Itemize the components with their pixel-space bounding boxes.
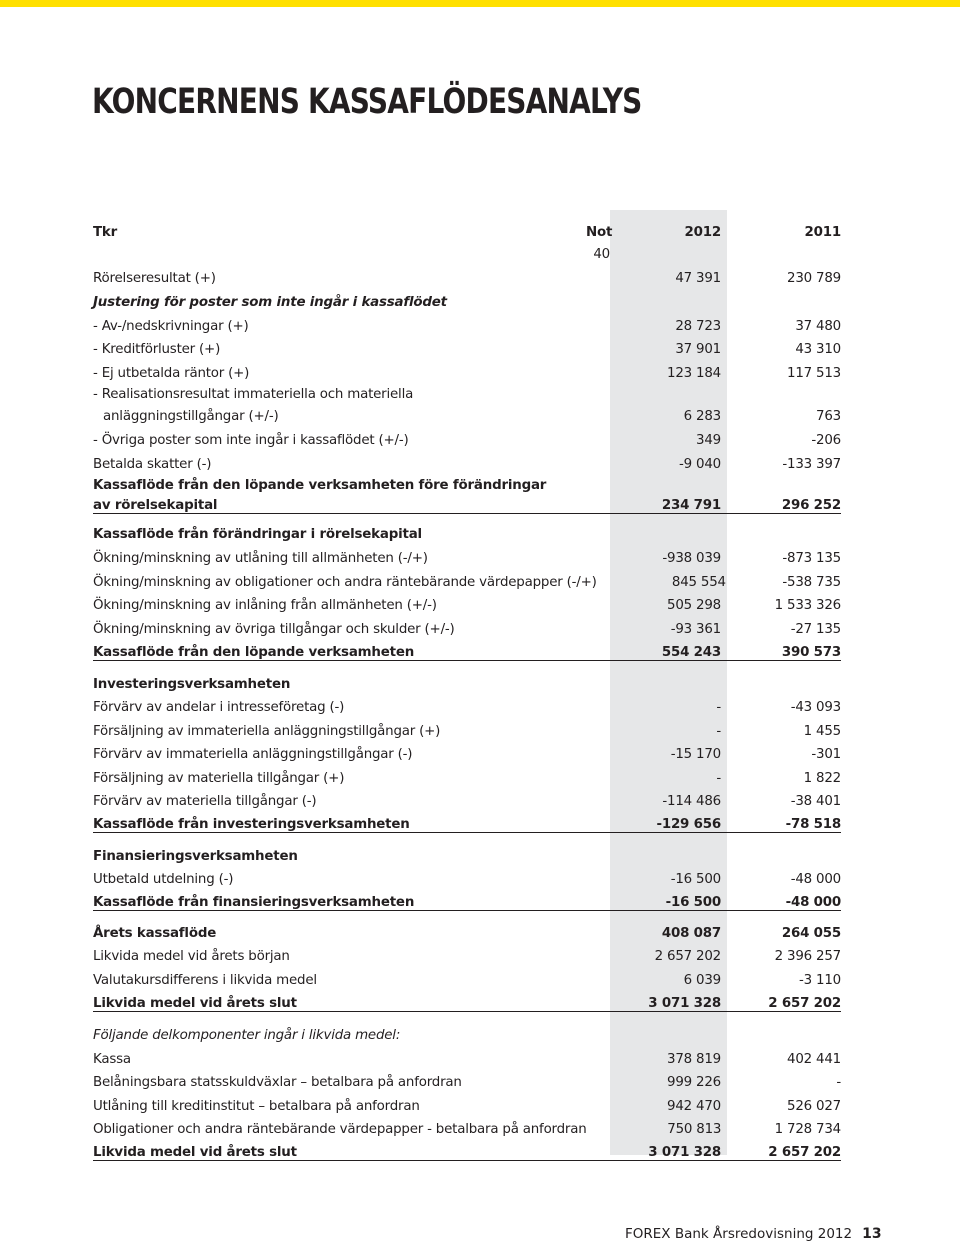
row-label: Justering för poster som inte ingår i kassaflödet bbox=[93, 295, 447, 310]
value-2011: - bbox=[836, 1075, 841, 1090]
value-2011: 526 027 bbox=[787, 1099, 841, 1114]
row-label: Betalda skatter (-) bbox=[93, 457, 212, 472]
row-label: - Ej utbetalda räntor (+) bbox=[93, 366, 250, 381]
value-2011: 1 728 734 bbox=[774, 1122, 841, 1137]
value-2011: 37 480 bbox=[795, 319, 841, 334]
row-label: Utbetald utdelning (-) bbox=[93, 872, 234, 887]
value-2011: -133 397 bbox=[782, 457, 841, 472]
value-2012: 408 087 bbox=[661, 926, 721, 941]
value-2012: -938 039 bbox=[662, 551, 721, 566]
table-row bbox=[93, 786, 841, 809]
page-number: 13 bbox=[862, 1226, 882, 1242]
row-label: Belåningsbara statsskuldväxlar – betalbara på anfordran bbox=[93, 1075, 462, 1090]
table-row bbox=[93, 887, 841, 911]
header-2012: 2012 bbox=[684, 225, 721, 240]
row-label: - Realisationsresultat immateriella och materiella bbox=[93, 387, 414, 402]
value-2012: 2 657 202 bbox=[654, 949, 721, 964]
value-2011: 763 bbox=[816, 409, 841, 424]
row-label: Ökning/minskning av utlåning till allmänheten (-/+) bbox=[93, 551, 428, 566]
row-note: 40 bbox=[593, 247, 610, 262]
row-label: - Kreditförluster (+) bbox=[93, 342, 221, 357]
value-2011: -48 000 bbox=[785, 895, 841, 910]
row-label: anläggningstillgångar (+/-) bbox=[103, 409, 279, 424]
row-label: Rörelseresultat (+) bbox=[93, 271, 216, 286]
table-row bbox=[93, 424, 841, 448]
table-row bbox=[93, 566, 841, 590]
table-row bbox=[93, 262, 841, 286]
value-2012: -129 656 bbox=[656, 817, 721, 832]
value-2011: -48 000 bbox=[790, 872, 841, 887]
value-2011: -873 135 bbox=[782, 551, 841, 566]
value-2012: 37 901 bbox=[675, 342, 721, 357]
value-2012: 750 813 bbox=[667, 1122, 722, 1137]
table-row bbox=[93, 1114, 841, 1137]
row-label: Årets kassaflöde bbox=[93, 926, 217, 941]
header-tkr: Tkr bbox=[93, 225, 118, 240]
value-2011: -3 110 bbox=[799, 973, 841, 988]
row-label: Kassaflöde från finansieringsverksamheten bbox=[93, 895, 415, 910]
row-label: Ökning/minskning av inlåning från allmänheten (+/-) bbox=[93, 598, 437, 613]
value-2012: 942 470 bbox=[667, 1099, 721, 1114]
value-2012: 6 283 bbox=[683, 409, 721, 424]
table-row bbox=[93, 514, 841, 542]
table-row bbox=[93, 286, 841, 310]
row-label: Investeringsverksamheten bbox=[93, 677, 291, 692]
row-label: Likvida medel vid årets slut bbox=[93, 996, 297, 1011]
row-label: Kassaflöde från investeringsverksamheten bbox=[93, 817, 410, 832]
row-label: Utlåning till kreditinstitut – betalbara på anfordran bbox=[93, 1099, 420, 1114]
table-row bbox=[93, 988, 841, 1012]
header-2011: 2011 bbox=[804, 225, 841, 240]
value-2012: 554 243 bbox=[661, 645, 721, 660]
value-2011: -301 bbox=[811, 747, 841, 762]
row-label: Försäljning av materiella tillgångar (+) bbox=[93, 771, 345, 786]
row-label: Finansieringsverksamheten bbox=[93, 849, 298, 864]
value-2012: 47 391 bbox=[675, 271, 721, 286]
table-row bbox=[93, 240, 841, 262]
table-row bbox=[93, 1137, 841, 1161]
row-label: Likvida medel vid årets slut bbox=[93, 1145, 297, 1160]
table-row bbox=[93, 334, 841, 357]
row-label: Ökning/minskning av obligationer och andra räntebärande värdepapper (-/+) bbox=[93, 575, 597, 590]
table-row bbox=[93, 613, 841, 637]
value-2012: -16 500 bbox=[665, 895, 721, 910]
value-2012: 234 791 bbox=[661, 498, 721, 513]
value-2012: -15 170 bbox=[670, 747, 721, 762]
table-row bbox=[93, 637, 841, 661]
value-2012: -9 040 bbox=[679, 457, 721, 472]
table-row bbox=[93, 661, 841, 692]
value-2012: 999 226 bbox=[667, 1075, 721, 1090]
value-2012: 123 184 bbox=[667, 366, 721, 381]
value-2012: - bbox=[716, 724, 721, 739]
row-label: - Av-/nedskrivningar (+) bbox=[93, 319, 249, 334]
table-row bbox=[93, 493, 841, 514]
value-2012: 28 723 bbox=[675, 319, 721, 334]
cash-flow-table bbox=[93, 210, 841, 1161]
value-2011: -206 bbox=[811, 433, 841, 448]
table-row bbox=[93, 911, 841, 941]
table-row bbox=[93, 692, 841, 715]
table-row bbox=[93, 402, 841, 424]
value-2012: - bbox=[716, 700, 721, 715]
table-row bbox=[93, 833, 841, 864]
table-row bbox=[93, 1090, 841, 1114]
page-footer bbox=[625, 1226, 882, 1242]
table-row bbox=[93, 715, 841, 739]
row-label: Förvärv av immateriella anläggningstillgångar (-) bbox=[93, 747, 413, 762]
table-row bbox=[93, 542, 841, 566]
value-2012: 378 819 bbox=[667, 1052, 721, 1067]
row-label: Obligationer och andra räntebärande värdepapper - betalbara på anfordran bbox=[93, 1122, 587, 1137]
table-row bbox=[93, 762, 841, 786]
table-row bbox=[93, 739, 841, 762]
value-2011: -78 518 bbox=[785, 817, 841, 832]
value-2012: 845 554 bbox=[671, 575, 726, 590]
row-label: Kassaflöde från den löpande verksamheten bbox=[93, 645, 415, 660]
value-2011: -27 135 bbox=[790, 622, 841, 637]
value-2011: 2 396 257 bbox=[774, 949, 841, 964]
value-2011: 402 441 bbox=[787, 1052, 841, 1067]
page-title: KONCERNENS KASSAFLÖDESANALYS bbox=[92, 82, 642, 122]
table-row bbox=[93, 1043, 841, 1067]
row-label: Ökning/minskning av övriga tillgångar och skulder (+/-) bbox=[93, 622, 455, 637]
row-label: Kassaflöde från den löpande verksamheten före förändringar bbox=[93, 478, 547, 493]
row-label: Försäljning av immateriella anläggningstillgångar (+) bbox=[93, 724, 441, 739]
value-2012: 3 071 328 bbox=[648, 1145, 721, 1160]
table-row bbox=[93, 590, 841, 613]
value-2011: 230 789 bbox=[787, 271, 841, 286]
value-2012: 505 298 bbox=[667, 598, 721, 613]
value-2011: 2 657 202 bbox=[768, 996, 841, 1011]
table-row bbox=[93, 1067, 841, 1090]
value-2012: - bbox=[716, 771, 721, 786]
row-label: Följande delkomponenter ingår i likvida medel: bbox=[93, 1028, 401, 1043]
value-2011: 1 455 bbox=[803, 724, 841, 739]
row-label: - Övriga poster som inte ingår i kassaflödet (+/-) bbox=[93, 433, 409, 448]
table-row bbox=[93, 357, 841, 381]
row-label: Kassa bbox=[93, 1052, 131, 1067]
row-label: Förvärv av materiella tillgångar (-) bbox=[93, 794, 317, 809]
row-label: Likvida medel vid årets början bbox=[93, 949, 290, 964]
table-row bbox=[93, 964, 841, 988]
value-2011: 2 657 202 bbox=[768, 1145, 841, 1160]
table-row bbox=[93, 864, 841, 887]
row-label: Valutakursdifferens i likvida medel bbox=[93, 973, 317, 988]
value-2012: 6 039 bbox=[683, 973, 721, 988]
value-2011: 264 055 bbox=[781, 926, 841, 941]
value-2011: 1 822 bbox=[803, 771, 841, 786]
value-2012: 3 071 328 bbox=[648, 996, 721, 1011]
table-row bbox=[93, 941, 841, 964]
value-2012: -16 500 bbox=[670, 872, 721, 887]
row-label: av rörelsekapital bbox=[93, 498, 218, 513]
value-2012: -93 361 bbox=[670, 622, 721, 637]
value-2011: 117 513 bbox=[787, 366, 841, 381]
table-row bbox=[93, 809, 841, 833]
table-row bbox=[93, 1012, 841, 1043]
row-label: Kassaflöde från förändringar i rörelsekapital bbox=[93, 527, 422, 542]
value-2012: -114 486 bbox=[662, 794, 721, 809]
table-row bbox=[93, 381, 841, 402]
footer-text: FOREX Bank Årsredovisning 2012 bbox=[625, 1226, 853, 1242]
table-row bbox=[93, 310, 841, 334]
value-2011: 390 573 bbox=[781, 645, 841, 660]
value-2011: -538 735 bbox=[782, 575, 841, 590]
value-2012: 349 bbox=[696, 433, 721, 448]
value-2011: 43 310 bbox=[795, 342, 841, 357]
table-row bbox=[93, 448, 841, 472]
value-2011: -38 401 bbox=[790, 794, 841, 809]
value-2011: -43 093 bbox=[790, 700, 841, 715]
row-label: Förvärv av andelar i intresseföretag (-) bbox=[93, 700, 345, 715]
value-2011: 1 533 326 bbox=[774, 598, 841, 613]
table-header bbox=[93, 210, 841, 240]
header-not: Not bbox=[586, 225, 613, 240]
table-row bbox=[93, 472, 841, 493]
value-2011: 296 252 bbox=[781, 498, 841, 513]
top-accent-bar bbox=[0, 0, 960, 7]
